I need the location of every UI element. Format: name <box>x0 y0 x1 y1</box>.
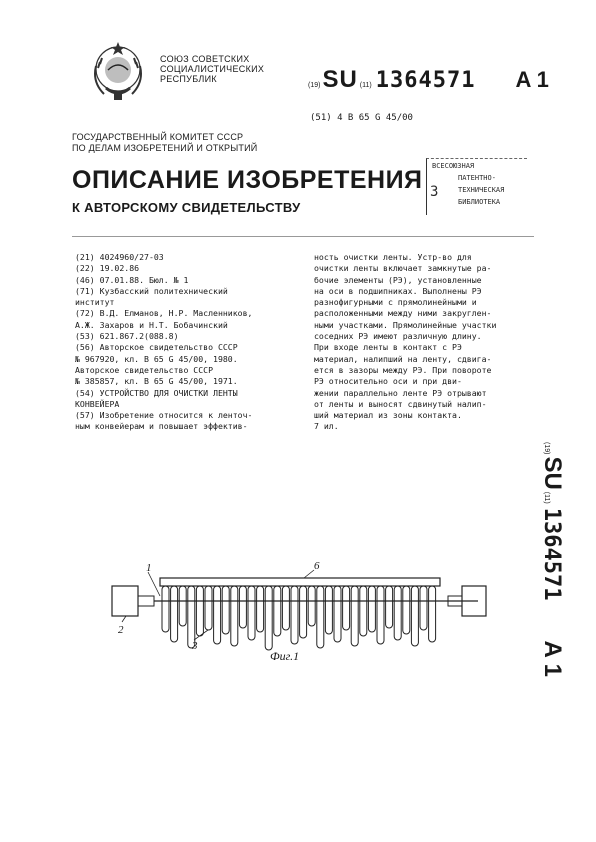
abstract-line: 7 ил. <box>314 421 339 432</box>
working-element <box>429 586 436 642</box>
stamp-line: ПАТЕНТНО- <box>458 174 496 182</box>
biblio-line: (21) 4024960/27-03 <box>75 252 164 262</box>
biblio-line: (72) В.Д. Елманов, Н.Р. Масленников, <box>75 308 253 319</box>
abstract-line: разнофигурными с прямолинейными и <box>314 297 477 308</box>
abstract-line: ется в зазоры между РЭ. При повороте <box>314 364 492 375</box>
stamp-line: ТЕХНИЧЕСКАЯ <box>458 186 505 194</box>
working-element <box>368 586 375 632</box>
working-element <box>265 586 272 650</box>
working-element <box>179 586 186 626</box>
working-element <box>377 586 384 644</box>
leader-line <box>122 616 126 622</box>
patent-number: 1364571 <box>375 68 476 93</box>
working-element <box>196 586 203 636</box>
biblio-line: (57) Изобретение относится к ленточ- <box>75 410 253 421</box>
biblio-line: (22) 19.02.86 <box>75 263 140 274</box>
figure-label-3: 3 <box>192 640 198 652</box>
ussr-emblem-icon <box>86 38 150 104</box>
side-country-code: SU <box>539 456 566 490</box>
committee-line: ПО ДЕЛАМ ИЗОБРЕТЕНИЙ И ОТКРЫТИЙ <box>72 143 258 153</box>
abstract-line: расположенными между ними закруглен- <box>314 308 492 319</box>
working-element <box>411 586 418 646</box>
biblio-line: (46) 07.01.88. Бюл. № 1 <box>75 274 189 285</box>
figure-caption: Фиг.1 <box>270 649 300 663</box>
working-element <box>300 586 307 638</box>
side-publication-number <box>539 440 582 690</box>
working-element <box>282 586 289 630</box>
kind-code: A 1 <box>515 67 549 92</box>
working-element <box>386 586 393 628</box>
biblio-line: (56) Авторское свидетельство СССР <box>75 342 238 353</box>
working-element <box>360 586 367 636</box>
biblio-line: ным конвейерам и повышает эффектив- <box>75 421 248 432</box>
abstract-line: При входе ленты в контакт с РЭ <box>314 342 462 353</box>
working-element <box>248 586 255 640</box>
abstract-line: очистки ленты включает замкнутые ра- <box>314 263 492 274</box>
side-patent-number: 1364571 <box>539 507 564 601</box>
side-kind-code: A 1 <box>539 640 566 677</box>
biblio-line: институт <box>75 297 115 308</box>
union-line: СОЦИАЛИСТИЧЕСКИХ <box>160 64 265 74</box>
leader-line <box>304 570 314 578</box>
biblio-line: А.Ж. Захаров и Н.Т. Бобачинский <box>75 319 228 330</box>
working-element <box>239 586 246 628</box>
working-element <box>325 586 332 634</box>
abstract-line: соседних РЭ имеют различную длину. <box>314 331 482 342</box>
biblio-line: Авторское свидетельство СССР <box>75 364 214 375</box>
abstract-line: жении параллельно ленте РЭ отрывают <box>314 387 487 398</box>
working-element <box>274 586 281 636</box>
code-11: (11) <box>359 82 372 89</box>
working-element <box>403 586 410 634</box>
abstract-line: ными участками. Прямолинейные участки <box>314 319 497 330</box>
code-19: (19) <box>308 82 321 89</box>
committee-name <box>72 132 257 154</box>
biblio-line: (53) 621.867.2(088.8) <box>75 331 179 342</box>
biblio-line: (71) Кузбасский политехнический <box>75 285 228 296</box>
working-element <box>343 586 350 630</box>
figure-1-drawing <box>108 558 498 668</box>
working-element <box>334 586 341 642</box>
abstract-line: ность очистки ленты. Устр-во для <box>314 252 472 262</box>
country-code: SU <box>322 66 358 93</box>
working-element <box>205 586 212 630</box>
union-line: СОЮЗ СОВЕТСКИХ <box>160 54 250 64</box>
union-line: РЕСПУБЛИК <box>160 74 217 84</box>
side-code-11: (11) <box>543 491 550 504</box>
working-element <box>291 586 298 644</box>
figure-label-2: 2 <box>118 624 124 636</box>
publication-number <box>306 66 549 94</box>
abstract-line: материал, налипший на ленту, сдвига- <box>314 353 492 364</box>
working-element <box>222 586 229 634</box>
bibliographic-data <box>75 252 297 433</box>
ipc-class: (51) 4 B 65 G 45/00 <box>310 113 413 123</box>
library-stamp <box>418 152 536 224</box>
biblio-line: (54) УСТРОЙСТВО ДЛЯ ОЧИСТКИ ЛЕНТЫ <box>75 387 238 398</box>
abstract-text <box>314 252 536 433</box>
stamp-line: БИБЛИОТЕКА <box>458 198 501 206</box>
abstract-line: бочие элементы (РЭ), установленные <box>314 274 482 285</box>
union-name <box>160 54 264 84</box>
header-divider <box>72 236 534 237</box>
working-element <box>231 586 238 646</box>
abstract-line: РЭ относительно оси и при дви- <box>314 376 462 387</box>
working-element <box>317 586 324 648</box>
working-element <box>162 586 169 632</box>
conveyor-belt <box>160 578 440 586</box>
coupling-left <box>138 596 154 606</box>
working-element <box>257 586 264 632</box>
figure-label-1: 1 <box>146 562 152 574</box>
working-elements <box>162 586 436 650</box>
figure-label-6: 6 <box>314 560 320 572</box>
abstract-line: ший материал из зоны контакта. <box>314 410 462 421</box>
biblio-line: № 385857, кл. B 65 G 45/00, 1971. <box>75 376 238 387</box>
biblio-line: № 967920, кл. B 65 G 45/00, 1980. <box>75 353 238 364</box>
biblio-line: КОНВЕЙЕРА <box>75 398 120 409</box>
working-element <box>171 586 178 642</box>
document-title: ОПИСАНИЕ ИЗОБРЕТЕНИЯ <box>72 166 423 194</box>
leader-line <box>148 572 160 596</box>
working-element <box>308 586 315 626</box>
motor-left <box>112 586 138 616</box>
working-element <box>188 586 195 648</box>
stamp-line: ВСЕСОЮЗНАЯ <box>432 162 475 170</box>
stamp-number: 3 <box>430 184 439 200</box>
document-subtitle: К АВТОРСКОМУ СВИДЕТЕЛЬСТВУ <box>72 200 301 215</box>
abstract-line: на оси в подшипниках. Выполнены РЭ <box>314 285 482 296</box>
committee-line: ГОСУДАРСТВЕННЫЙ КОМИТЕТ СССР <box>72 132 244 142</box>
side-code-19: (19) <box>543 442 550 455</box>
abstract-line: от ленты и выносят сдвинутый налип- <box>314 398 487 409</box>
side-number-rotated <box>538 440 566 677</box>
working-element <box>351 586 358 646</box>
working-element <box>420 586 427 630</box>
working-element <box>394 586 401 640</box>
working-element <box>214 586 221 644</box>
